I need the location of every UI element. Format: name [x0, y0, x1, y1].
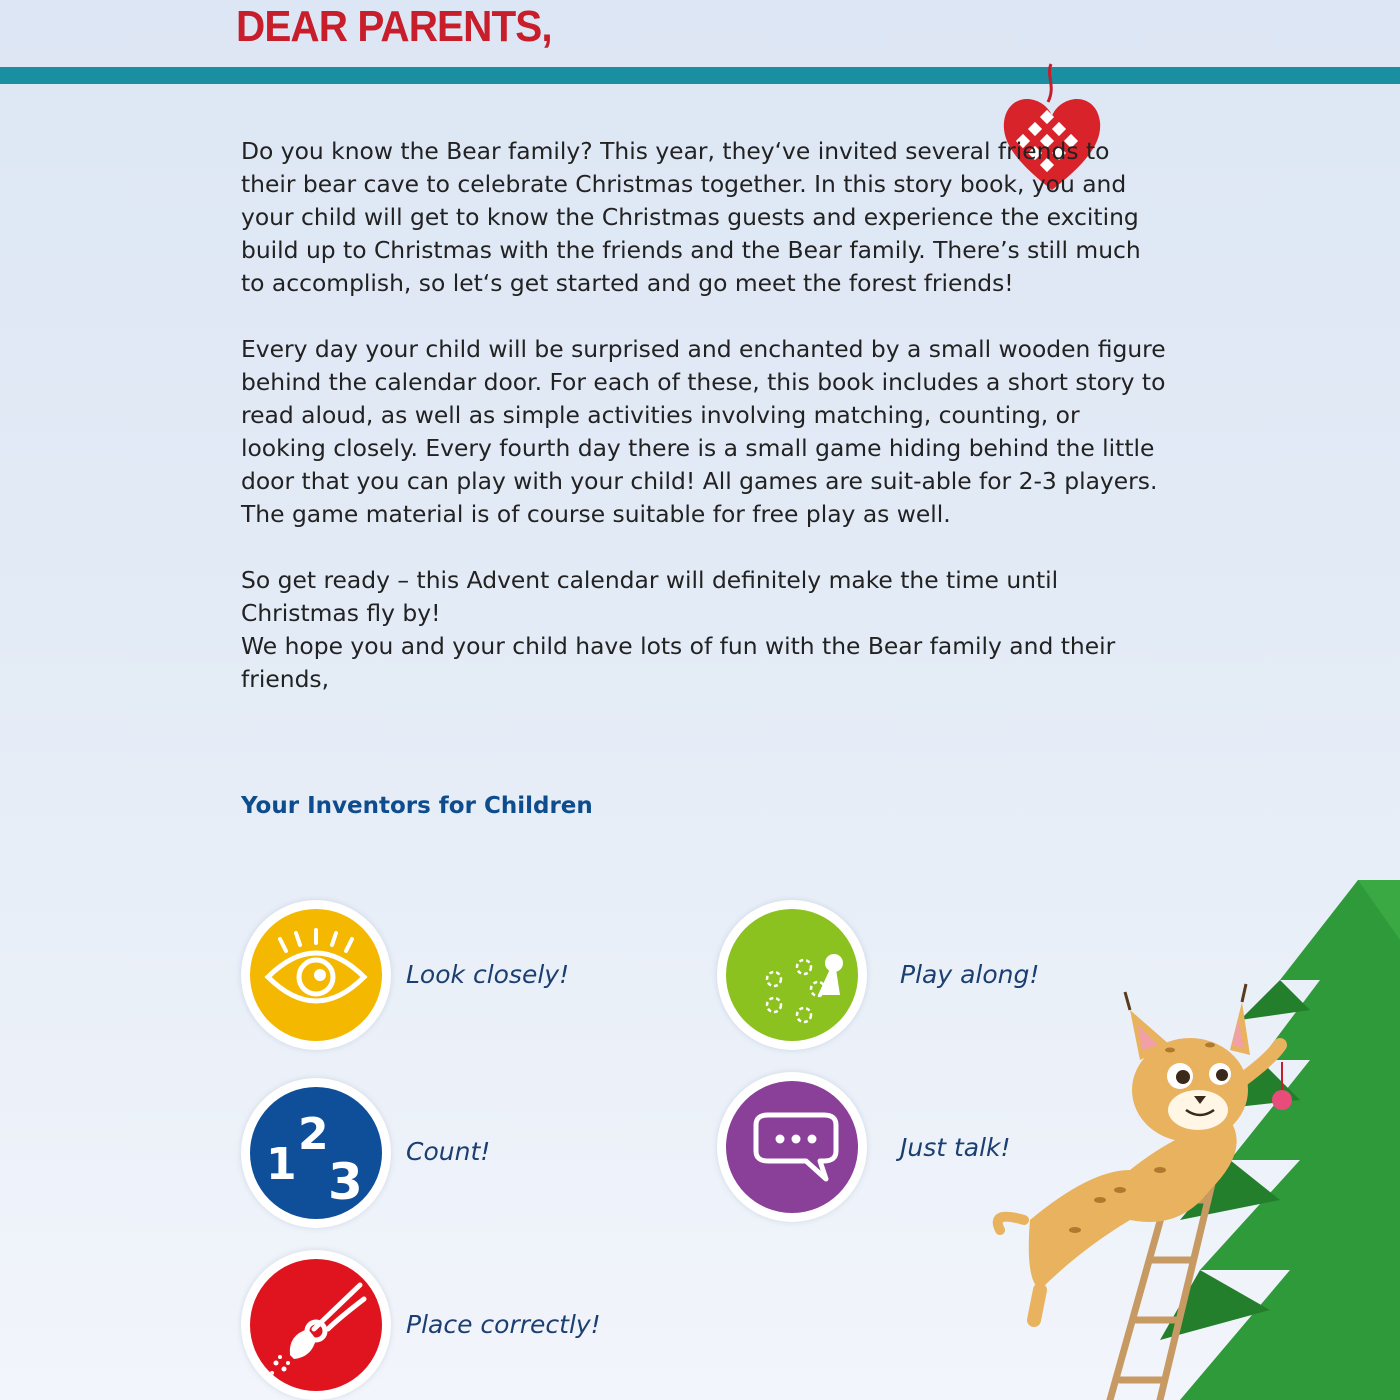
badge: [241, 900, 391, 1050]
badge: [717, 900, 867, 1050]
letter-paragraph: Every day your child will be surprised and enchanted by a small wooden figure behind the calendar door. For each of these, this book includes a short story to read aloud, as well as simple activities involving matching, counting, or looking closely. Every fourth day there is a small game hiding behind the little door that you can play with your child! All games are suit-able for 2-3 players. The game material is of course suitable for free play as well.: [241, 335, 1166, 528]
signature: Your Inventors for Children: [241, 793, 593, 819]
badge: [241, 1250, 391, 1400]
legend-label: Just talk!: [900, 1133, 1011, 1162]
page-title: DEAR PARENTS,: [236, 2, 552, 51]
letter-paragraph: So get ready – this Advent calendar will definitely make the time until Christmas fly by!: [241, 566, 1059, 627]
letter-paragraph: We hope you and your child have lots of fun with the Bear family and their friends,: [241, 632, 1116, 693]
legend-label: Count!: [406, 1137, 491, 1166]
legend-label: Place correctly!: [406, 1310, 601, 1339]
svg-text:1: 1: [266, 1139, 297, 1190]
eye-icon: [250, 909, 382, 1041]
badge: [241, 1078, 391, 1228]
letter-body: [241, 135, 1171, 696]
legend-label: Play along!: [900, 960, 1040, 989]
svg-text:2: 2: [298, 1109, 329, 1160]
legend-label: Look closely!: [406, 960, 570, 989]
numbers-123-icon: [250, 1087, 382, 1219]
speech-bubble-icon: [726, 1081, 858, 1213]
lynx-on-ladder-decorating-tree: [980, 870, 1400, 1400]
svg-text:3: 3: [328, 1153, 363, 1211]
badge: [717, 1072, 867, 1222]
place-piece-icon: [250, 1259, 382, 1391]
header-divider: [0, 67, 1400, 84]
game-pieces-icon: [726, 909, 858, 1041]
letter-paragraph: Do you know the Bear family? This year, they‘ve invited several friends to their bear cave to celebrate Christmas together. In this story book, you and your child will get to know the Christmas guests and experience the exciting build up to Christmas with the friends and the Bear family. There’s still much to accomplish, so let‘s get started and go meet the forest friends!: [241, 137, 1141, 297]
